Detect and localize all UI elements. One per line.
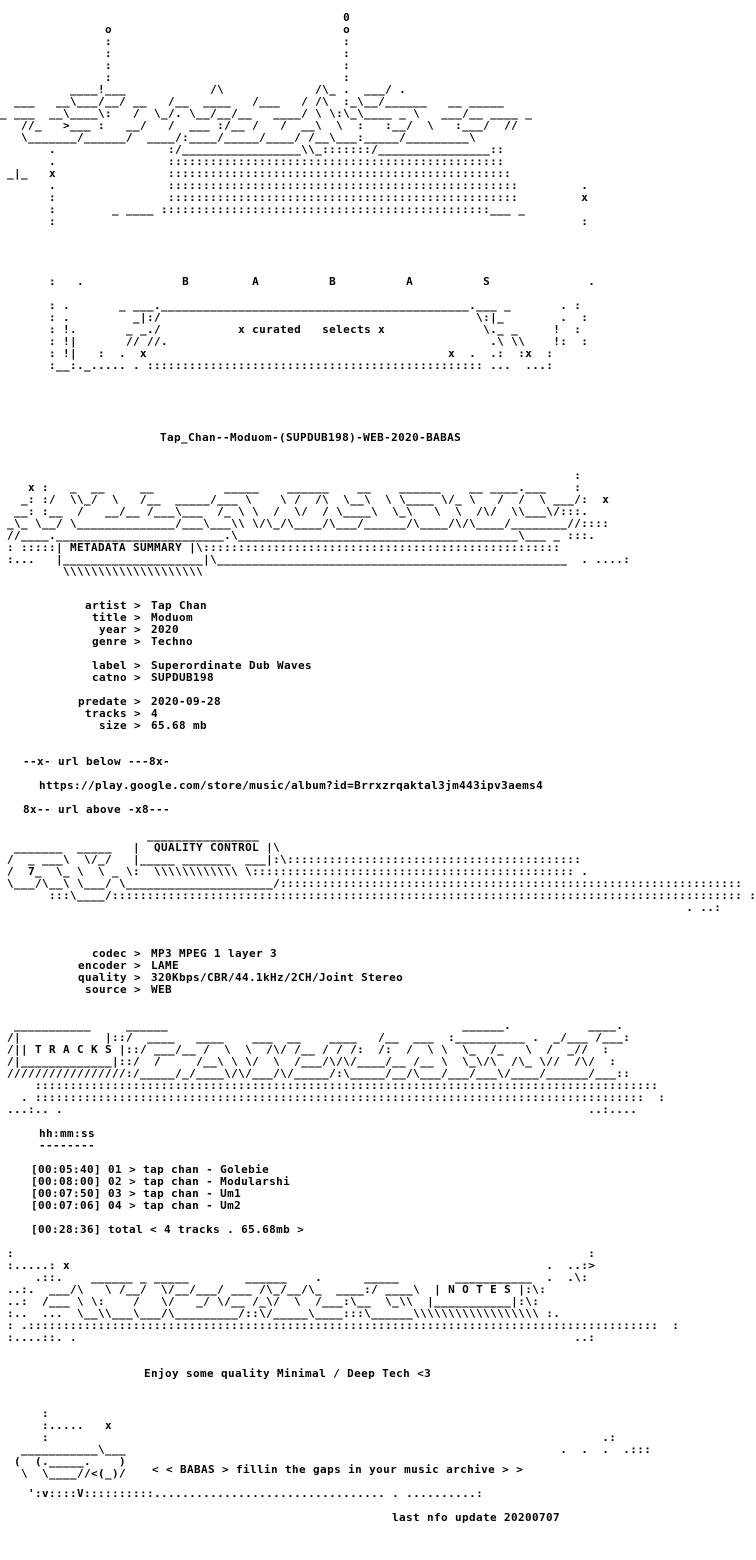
field-value: WEB	[151, 983, 173, 996]
time-format-header: hh:mm:ss	[39, 1127, 96, 1140]
field-value: 2020	[151, 623, 180, 636]
track-title: Modularshi	[220, 1175, 291, 1188]
track-artist: tap chan	[143, 1199, 200, 1212]
field-separator: >	[127, 719, 149, 732]
field-separator: >	[127, 707, 149, 720]
field-value: 320Kbps/CBR/44.1kHz/2CH/Joint Stereo	[151, 971, 404, 984]
track-number: 01	[108, 1163, 123, 1176]
field-key: codec	[91, 947, 127, 960]
field-separator: >	[127, 971, 149, 984]
footer-tagline: < < BABAS > fillin the gaps in your music archive > >	[152, 1463, 524, 1476]
field-separator: >	[127, 983, 149, 996]
field-separator: >	[127, 599, 149, 612]
field-key: artist	[84, 599, 127, 612]
field-key: source	[84, 983, 127, 996]
notes-header-art: : : :.....: x . ..:> .::. ______ _ _____ ______ . _____ ___________ . .\: ..:. ___/\ \ /__/ \/__/___/ ___ /\_/__/\_ ____:/ ____\ | N O T E S |:\: ..: /___ \ \: / \/ _/ \/__ /_\/ \ /___:\__ \_\\ |___________|:\: :.. ... \__\\___\___/\_________/::\/_____\____:::\______\\\\\\\\\\\\\\\\\\ :. : .:::::::::::::::::::::::::::::::::::::::::::::::::::::::::::::::::::::::::::::::::::::::::: : :....::. . ..:	[7, 1247, 680, 1344]
url-above-marker: 8x-- url above -x8---	[23, 803, 171, 816]
field-value: SUPDUB198	[151, 671, 215, 684]
track-time: [00:05:40]	[31, 1163, 102, 1176]
field-key: title	[91, 611, 127, 624]
field-key: predate	[77, 695, 127, 708]
tracks-header-art: ___________ ______ ______. ____. /| |::/ ____ ____ ___ __ ____ /__ ___ :__________ . _/___ /___: /|| T R A C K S |::/ ___/__ / \ \ /\/ /__ / / /: /: / \ \ \_ /_ \ / _// : /|_____________|::/ / /__\ \ \/ \ /___/\/\/____/__ /__ \ \_\/\ /\_ \// /\/ : /////////////////:/_____/_/____\/\/___/\/_____/:\_____/__/\___/___/___\/____/______/___:: ::::::::::::::::::::::::::::::::::::::::::::::::::::::::::::::::::::::::::::::::::::::::: . ::::::::::::::::::::::::::::::::::::::::::::::::::::::::::::::::::::::::::::::::::::::: : ...:.. . ..:....	[7, 1019, 666, 1116]
notes-text: Enjoy some quality Minimal / Deep Tech <3	[144, 1367, 432, 1380]
field-key: quality	[77, 971, 127, 984]
metadata-header-art: : x : _ __ __ _____ ______ __ ______ __ ____.___ : _: :/ \\_/ \ /__ _____/___ \ \ / /\ \__\ \ \____ \/_ \ / / \ ___/: x __: :__ / __/__ /___\___ /_ \ \ / \/ / \____\ \_\ \ \ /\/ \\___\/:::. _\_ \__/ \______________/___\___\\ \/\_/\____/\___/______/\____/\/\____/________//:::: //____.________________________.\________________________________________\___ _ :::. : :::::| METADATA SUMMARY |\::::::::::::::::::::::::::::::::::::::::::::::::::: :... |____________________|\__________________________________________________ . ....: \\\\\\\\\\\\\\\\\\\\	[7, 469, 631, 578]
track-sep: >	[122, 1187, 144, 1200]
babas-letters: : . B A B A S .	[0, 275, 596, 288]
field-value: 65.68 mb	[151, 719, 208, 732]
track-dash: -	[199, 1187, 221, 1200]
field-key: label	[91, 659, 127, 672]
release-name: Tap_Chan--Moduom-(SUPDUB198)-WEB-2020-BABAS	[160, 431, 462, 444]
field-separator: >	[127, 623, 149, 636]
field-key: catno	[91, 671, 127, 684]
track-sep: >	[122, 1199, 144, 1212]
track-artist: tap chan	[143, 1175, 200, 1188]
url-below-marker: --x- url below ---8x-	[23, 755, 171, 768]
footer-tail-art: ':v::::V::::::::::................................. . ..........:	[0, 1487, 484, 1500]
field-key: tracks	[84, 707, 127, 720]
field-key: year	[98, 623, 127, 636]
time-format-rule: --------	[39, 1139, 96, 1152]
track-title: Um1	[220, 1187, 242, 1200]
track-time: [00:07:50]	[31, 1187, 102, 1200]
track-number: 02	[108, 1175, 123, 1188]
album-url-link[interactable]: https://play.google.com/store/music/album?id=Brrxzrqaktal3jm443ipv3aems4	[39, 779, 544, 792]
quality-control-header-art: ________________ _______ _____ | QUALITY CONTROL |\ / _ ___\ \/_/ |_____ _______ ___|:\:::::::::::::::::::::::::::::::::::::::::: / 7_ \_ \ \ _ \: \\\\\\\\\\\\ \:::::::::::::::::::::::::::::::::::::::::::::: . \___/\__\ \___/ \_____________________/:::::::::::::::::::::::::::::::::::::::::::::::::::::::::::::::::: :::\____/:::::::::::::::::::::::::::::::::::::::::::::::::::::::::::::::::::::::::::::::::::::::::: : . ..:	[7, 829, 756, 914]
track-dash: -	[199, 1199, 221, 1212]
field-separator: >	[127, 671, 149, 684]
field-separator: >	[127, 695, 149, 708]
track-number: 03	[108, 1187, 123, 1200]
track-row	[31, 1200, 241, 1212]
last-update: last nfo update 20200707	[392, 1511, 561, 1524]
track-number: 04	[108, 1199, 123, 1212]
track-sep: >	[122, 1175, 144, 1188]
field-separator: >	[127, 635, 149, 648]
field-separator: >	[127, 947, 149, 960]
field-key: size	[98, 719, 127, 732]
track-dash: -	[199, 1175, 221, 1188]
track-title: Um2	[220, 1199, 242, 1212]
field-value: LAME	[151, 959, 180, 972]
field-key: encoder	[77, 959, 127, 972]
track-dash: -	[199, 1163, 221, 1176]
footer-art: : :..... x : .: ___________\___ . . . .::: ( (._____. ) \ \____//<(_)/	[14, 1407, 652, 1480]
track-artist: tap chan	[143, 1163, 200, 1176]
track-time: [00:08:00]	[31, 1175, 102, 1188]
track-title: Golebie	[220, 1163, 270, 1176]
field-separator: >	[127, 959, 149, 972]
field-separator: >	[127, 659, 149, 672]
field-value: Tap Chan	[151, 599, 208, 612]
field-value: 4	[151, 707, 159, 720]
field-value: Moduom	[151, 611, 194, 624]
field-value: Superordinate Dub Waves	[151, 659, 313, 672]
curated-frame-art: : . _ ___.____________________________________________.___ _ . : : . _|:/ \:|_ . : : !. _ _./ x curated selects x \._ _ ! : : !| // //. .\ \\ !: : : !| : . x x . .: :x : :__:._..... . :::::::::::::::::::::::::::::::::::::::::::::::: ... ...:	[49, 299, 589, 372]
field-value: 2020-09-28	[151, 695, 222, 708]
track-artist: tap chan	[143, 1187, 200, 1200]
field-value: MP3 MPEG 1 layer 3	[151, 947, 278, 960]
tracks-total: [00:28:36] total < 4 tracks . 65.68mb >	[31, 1223, 305, 1236]
field-key: genre	[91, 635, 127, 648]
babas-logo-art: 0 o o : : : : : : : : ____!___ /\ /\_ . ___/ . ___ __\___/__/ __ /__ ____ /___ / /\ :_\__/______ __ _____ _ ___ __\____\: / \_/. \__/__/__ ____/ \ \:\_\____ _ \ ___/__ ____ _ //_ >___ : __/ / ___ :/__ / / __\ \ : :__/ \ :___/ // \_______/______/ ____/:____/_____/____/ /__\___:_____/_________\ . :/_________________\\_:::::::/________________:: . :::::::::::::::::::::::::::::::::::::::::::::::: _|_ x ::::::::::::::::::::::::::::::::::::::::::::::::: . :::::::::::::::::::::::::::::::::::::::::::::::::: . : :::::::::::::::::::::::::::::::::::::::::::::::::: x : _ ____ :::::::::::::::::::::::::::::::::::::::::::::::___ _ : :	[0, 11, 589, 228]
field-separator: >	[127, 611, 149, 624]
track-sep: >	[122, 1163, 144, 1176]
field-value: Techno	[151, 635, 194, 648]
track-time: [00:07:06]	[31, 1199, 102, 1212]
